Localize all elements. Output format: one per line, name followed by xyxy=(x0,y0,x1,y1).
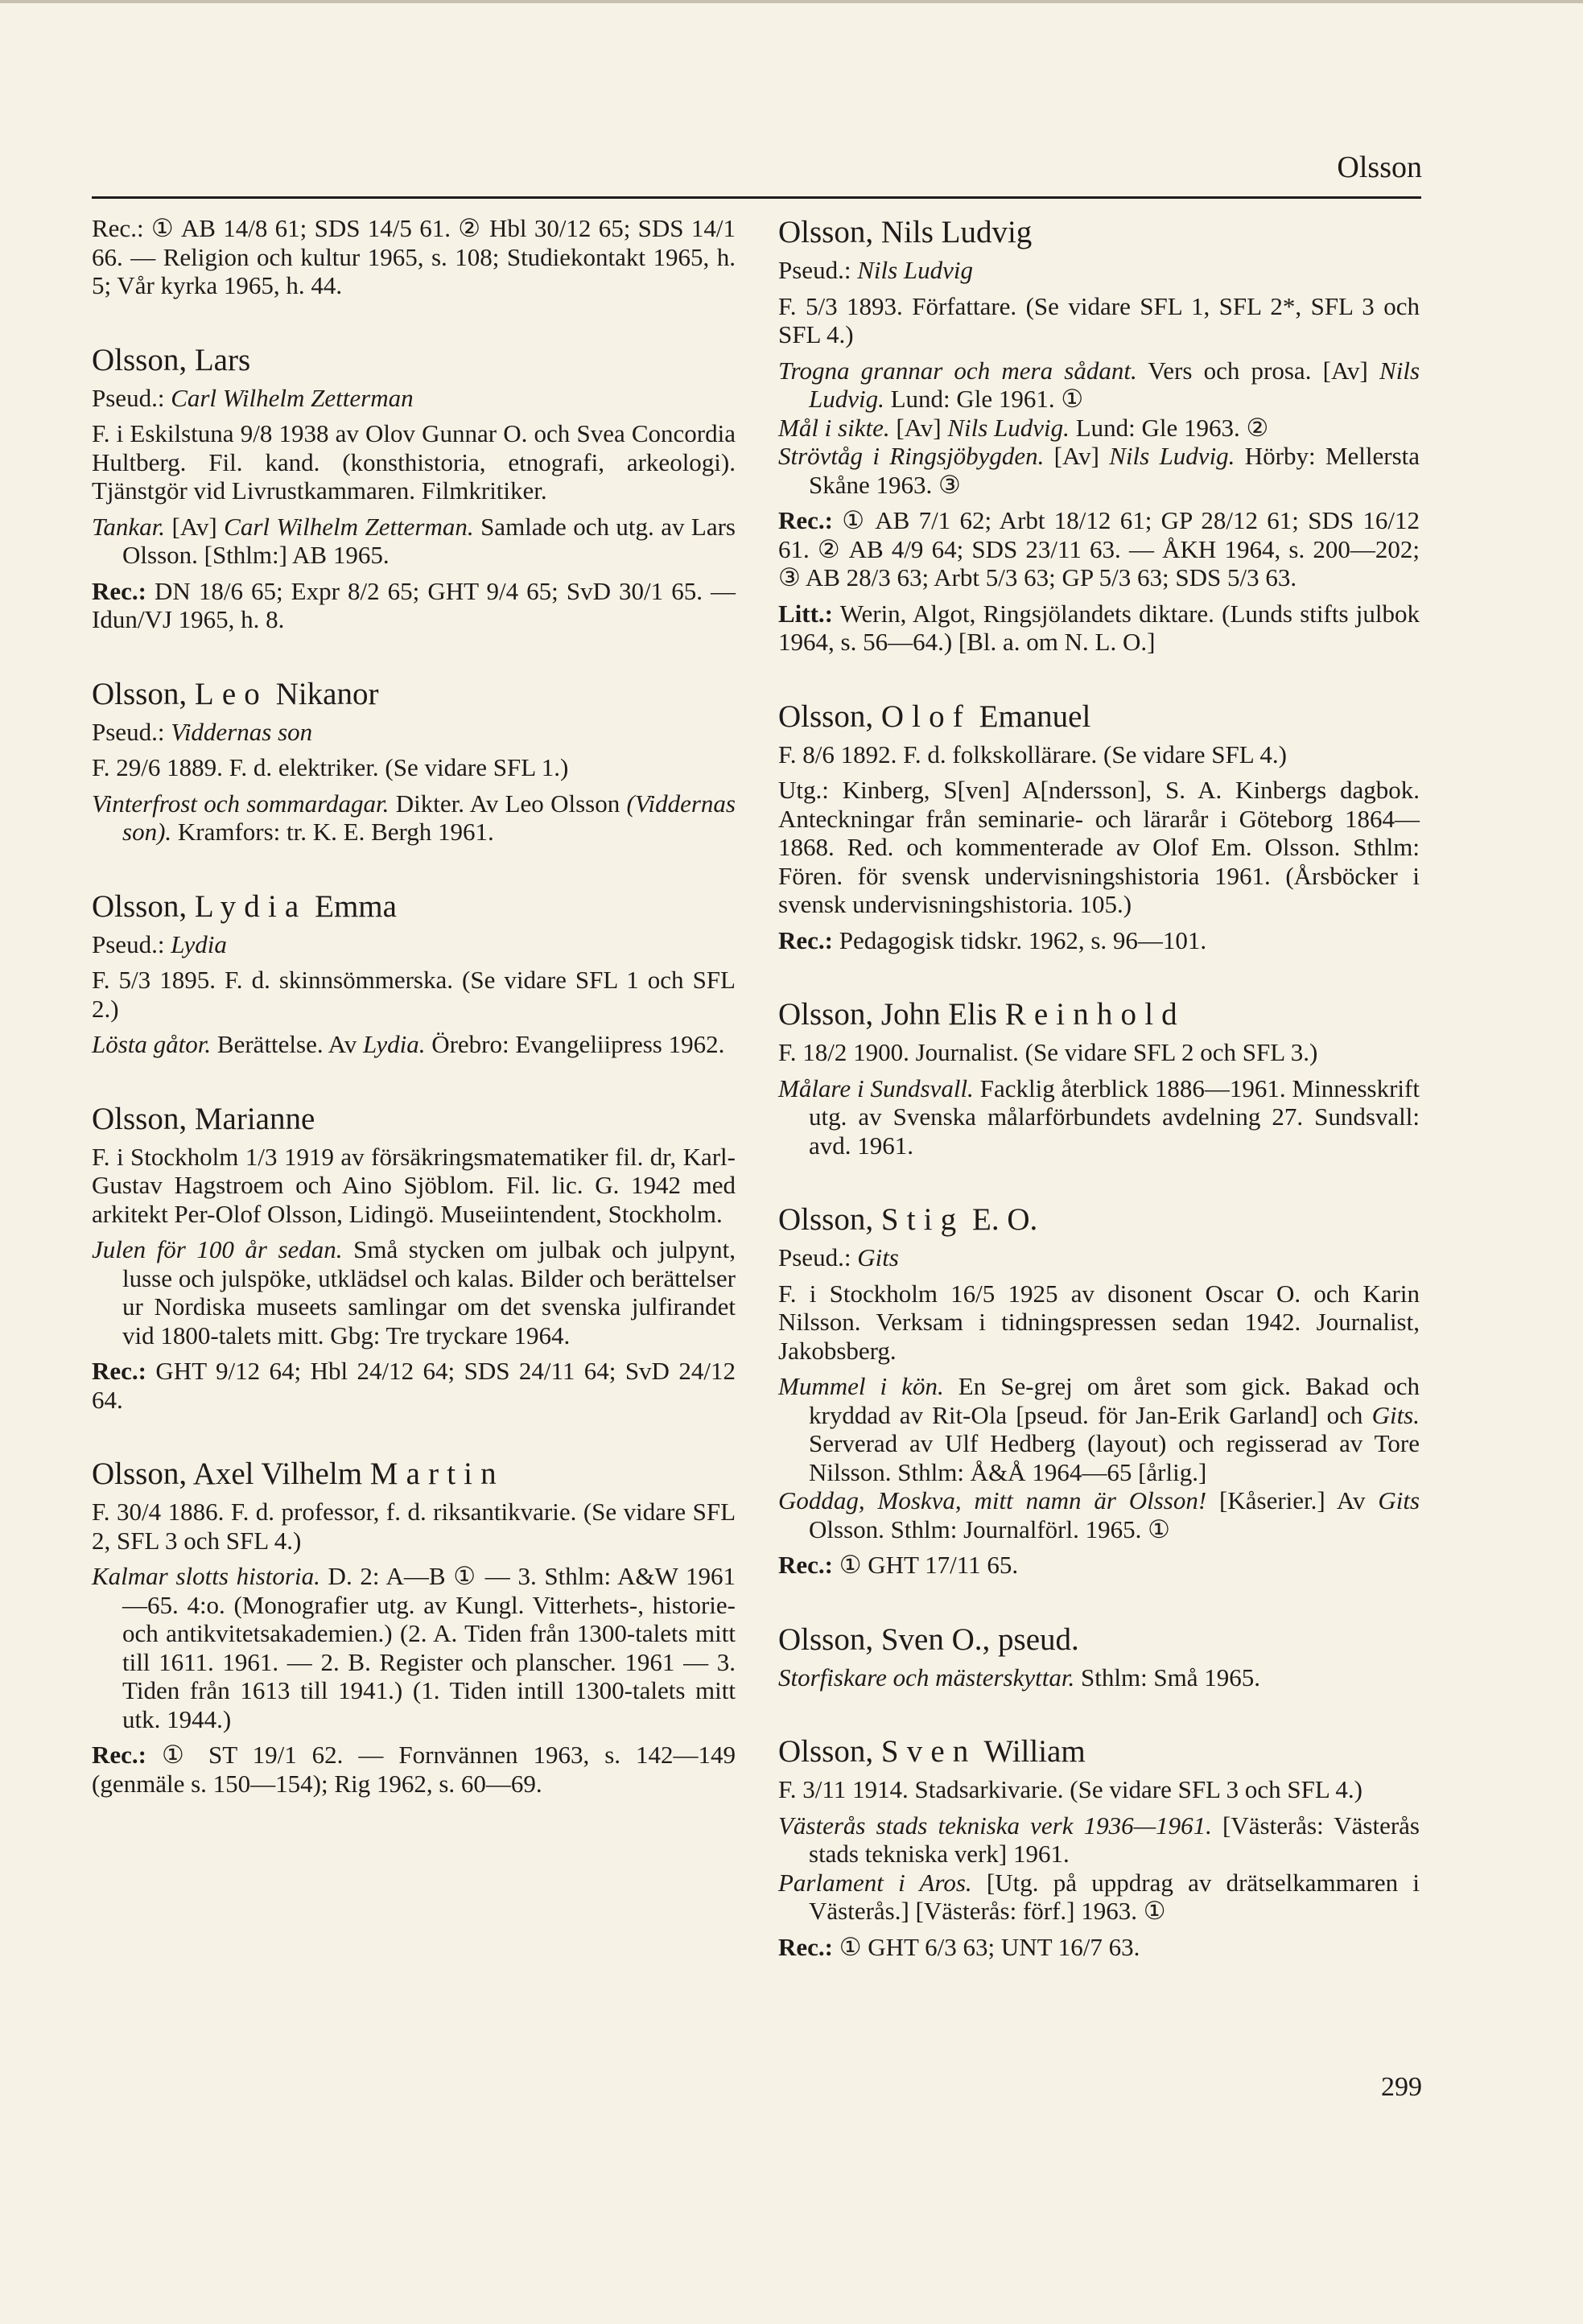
pseud-label: Pseud.: xyxy=(92,929,165,958)
work-title: Tankar. xyxy=(92,512,166,541)
work-title: Mål i sikte. xyxy=(778,413,890,442)
rec-text: ① GHT 6/3 63; UNT 16/7 63. xyxy=(832,1932,1140,1961)
entry-name: Olsson, Marianne xyxy=(92,1101,315,1136)
work-citation xyxy=(778,1074,1420,1160)
work-rest: Hörby: Mellersta Skåne 1963. ③ xyxy=(809,442,1420,499)
work-citation xyxy=(92,1030,736,1059)
rec-text: DN 18/6 65; Expr 8/2 65; GHT 9/4 65; SvD 30/1 65. — Idun/VJ 1965, h. 8. xyxy=(92,576,736,633)
entry-heading xyxy=(778,1201,1420,1238)
entry-name: Olsson, Nils Ludvig xyxy=(778,215,1033,249)
work-rest: Lund: Gle 1963. ② xyxy=(1069,413,1269,442)
rec-label: Rec.: xyxy=(778,925,833,954)
entry-name: Olsson, Sven O., pseud. xyxy=(778,1621,1079,1657)
pseud-label: Pseud.: xyxy=(778,1243,851,1271)
pseud-value: Gits xyxy=(857,1243,899,1271)
rec-label: Rec.: xyxy=(778,1932,833,1961)
work-rest: D. 2: A—B ① — 3. Sthlm: A&W 1961—65. 4:o. (Monografier utg. av Kungl. Vitterhets-, historie- och antikvitetsakademien.) (2. A. Tiden från 1300-talets mitt till 1611. 1961. — 2. B. Register och planscher. 1961 — 3. Tiden från 1613 till 1941.) (1. Tiden intill 1300-talets mitt utk. 1944.) xyxy=(122,1562,736,1733)
right-column xyxy=(778,214,1420,2003)
work-rest: Sthlm: Små 1965. xyxy=(1074,1663,1261,1691)
work-citation xyxy=(778,1663,1420,1692)
bio: F. i Stockholm 1/3 1919 av försäkringsmatematiker fil. dr, Karl-Gustav Hagstroem och Aino Sjöblom. Fil. lic. G. 1942 med arkitekt Per-Olof Olsson, Lidingö. Museiintendent, Stockholm. xyxy=(92,1142,736,1228)
work-mid: [Av] xyxy=(889,413,948,442)
pseud-line xyxy=(92,384,736,413)
entry-olsson-lars xyxy=(92,342,736,634)
entry-name-prefix: Olsson, John Elis xyxy=(778,997,1005,1032)
entry-name-prefix: Olsson, xyxy=(778,1734,881,1769)
work-title: Julen för 100 år sedan. xyxy=(92,1235,343,1263)
pseud-label: Pseud.: xyxy=(92,383,165,412)
bio: F. i Eskilstuna 9/8 1938 av Olov Gunnar O. och Svea Concordia Hultberg. Fil. kand. (konsthistoria, etnografi, arkeologi). Tjänstgör vid Livrustkammaren. Filmkritiker. xyxy=(92,419,736,505)
literature xyxy=(778,600,1420,657)
bio: F. 29/6 1889. F. d. elektriker. (Se vidare SFL 1.) xyxy=(92,753,569,781)
work-citation xyxy=(778,442,1420,499)
work-citation xyxy=(92,1235,736,1349)
entry-name-prefix: Olsson, xyxy=(778,1202,881,1237)
page-number: 299 xyxy=(1381,2072,1422,2102)
reviews xyxy=(92,1741,736,1798)
entry-name-suffix: Emanuel xyxy=(971,698,1091,734)
entry-name-spaced: Olof xyxy=(880,698,971,734)
work-title: Vinterfrost och sommardagar. xyxy=(92,789,390,818)
rec-label: Rec.: xyxy=(92,1741,146,1769)
entry-olsson-olof-emanuel xyxy=(778,698,1420,955)
work-rest: Samlade och utg. av Lars Olsson. [Sthlm:] AB 1965. xyxy=(122,512,736,569)
pseud-line xyxy=(778,256,1420,285)
utg-text: Kinberg, S[ven] A[ndersson], S. A. Kinbergs dagbok. Anteckningar från seminarie- och lärarår i Göteborg 1864—1868. Red. och kommenterade av Olof Em. Olsson. Sthlm: Fören. för svensk undervisningshistoria 1961. (Årsböcker i svensk undervisningshistoria. 105.) xyxy=(778,776,1420,918)
work-mid: Dikter. Av Leo Olsson xyxy=(389,789,627,818)
work-author: (Viddernas son). xyxy=(122,789,736,846)
entry-name-spaced: Lydia xyxy=(194,888,307,924)
rec-label: Rec.: xyxy=(778,506,833,534)
rec-text: Pedagogisk tidskr. 1962, s. 96—101. xyxy=(832,925,1207,954)
bio: F. 30/4 1886. F. d. professor, f. d. riksantikvarie. (Se vidare SFL 2, SFL 3 och SFL 4.) xyxy=(92,1498,736,1555)
work-author: Gits. xyxy=(1371,1400,1420,1429)
pseud-value: Lydia xyxy=(171,929,227,958)
work-author: Nils Ludvig. xyxy=(947,413,1070,442)
header-rule xyxy=(92,196,1421,199)
bio: F. 8/6 1892. F. d. folkskollärare. (Se vidare SFL 4.) xyxy=(778,740,1287,768)
work-rest: Örebro: Evangeliipress 1962. xyxy=(425,1030,725,1058)
pseud-value: Carl Wilhelm Zetterman xyxy=(171,383,414,412)
work-citation xyxy=(92,789,736,847)
rec-text: GHT 9/12 64; Hbl 24/12 64; SDS 24/11 64; SvD 24/12 64. xyxy=(92,1357,736,1414)
entry-olsson-lydia-emma xyxy=(92,888,736,1059)
work-title: Mummel i kön. xyxy=(778,1372,944,1400)
running-head: Olsson xyxy=(1337,150,1422,184)
pseud-line xyxy=(92,718,736,747)
work-title: Strövtåg i Ringsjöbygden. xyxy=(778,442,1045,470)
rec-label: Rec.: xyxy=(778,1551,833,1579)
scan-top-edge xyxy=(0,0,1583,3)
pseud-line xyxy=(92,930,736,959)
pseud-label: Pseud.: xyxy=(778,256,851,284)
bio: F. 3/11 1914. Stadsarkivarie. (Se vidare SFL 3 och SFL 4.) xyxy=(778,1775,1362,1803)
work-title: Västerås stads tekniska verk 1936—1961. xyxy=(778,1811,1212,1840)
entry-name-suffix: William xyxy=(976,1734,1086,1769)
rec-text: ① GHT 17/11 65. xyxy=(832,1551,1019,1579)
entry-olsson-stig-eo xyxy=(778,1201,1420,1580)
work-rest: Serverad av Ulf Hedberg (layout) och regisserad av Tore Nilsson. Sthlm: Å&Å 1964—65 [årlig.] xyxy=(809,1429,1420,1486)
work-rest: [Västerås: Västerås stads tekniska verk] 1961. xyxy=(809,1811,1420,1868)
entry-heading xyxy=(92,342,736,379)
rec-label: Rec.: xyxy=(92,1357,146,1385)
work-rest: Små stycken om julbak och julpynt, lusse och julspöke, utklädsel och kalas. Bilder och berättelser ur Nordiska museets samlingar om det svenska julfirandet vid 1800-talets mitt. Gbg: Tre tryckare 1964. xyxy=(122,1235,736,1349)
reviews xyxy=(778,926,1420,955)
reviews xyxy=(92,577,736,634)
work-citation xyxy=(778,356,1420,414)
work-author: Gits xyxy=(1378,1486,1420,1514)
entry-heading xyxy=(92,676,736,713)
work-title: Goddag, Moskva, mitt namn är Olsson! xyxy=(778,1486,1207,1514)
entry-olsson-sven-william xyxy=(778,1733,1420,1961)
entry-olsson-john-elis-reinhold xyxy=(778,996,1420,1160)
entry-olsson-leo-nikanor xyxy=(92,676,736,847)
work-mid: [Av] xyxy=(1044,442,1110,470)
entry-olsson-axel-vilhelm-martin xyxy=(92,1456,736,1798)
entry-heading xyxy=(92,1101,736,1138)
entry-name-prefix: Olsson, xyxy=(92,676,195,711)
rec-text: ① ST 19/1 62. — Fornvännen 1963, s. 142—149 (genmäle s. 150—154); Rig 1962, s. 60—69. xyxy=(92,1741,736,1798)
work-mid: En Se-grej om året som gick. Bakad och kryddad av Rit-Ola [pseud. för Jan-Erik Garland] och xyxy=(809,1372,1420,1429)
entry-name-prefix: Olsson, xyxy=(92,888,195,924)
work-title: Kalmar slotts historia. xyxy=(92,1562,320,1590)
work-title: Trogna grannar och mera sådant. xyxy=(778,356,1137,385)
entry-heading xyxy=(778,698,1420,736)
work-citation xyxy=(778,1811,1420,1869)
work-title: Storfiskare och mästerskyttar. xyxy=(778,1663,1075,1691)
entry-name-suffix: E. O. xyxy=(964,1202,1038,1237)
entry-name-spaced: Sven xyxy=(880,1734,977,1769)
entry-name-spaced: Reinhold xyxy=(1004,997,1185,1032)
work-citation xyxy=(778,1372,1420,1486)
reviews xyxy=(778,1933,1420,1962)
work-rest: [Utg. på uppdrag av drätselkammaren i Västerås.] [Västerås: förf.] 1963. ① xyxy=(809,1868,1420,1925)
work-mid: [Kåserier.] Av xyxy=(1206,1486,1379,1514)
entry-rec-continued xyxy=(92,214,736,300)
entry-olsson-nils-ludvig xyxy=(778,214,1420,657)
litt-text: Werin, Algot, Ringsjölandets diktare. (Lunds stifts julbok 1964, s. 56—64.) [Bl. a. om N. L. O.] xyxy=(778,599,1420,656)
bio: F. 5/3 1893. Författare. (Se vidare SFL 1, SFL 2*, SFL 3 och SFL 4.) xyxy=(778,291,1420,348)
entry-olsson-sven-o-pseud xyxy=(778,1621,1420,1692)
bio: F. i Stockholm 16/5 1925 av disonent Oscar O. och Karin Nilsson. Verksam i tidningspressen sedan 1942. Journalist, Jakobsberg. xyxy=(778,1279,1420,1365)
work-citation xyxy=(778,1869,1420,1926)
rec-label: Rec.: xyxy=(92,576,146,605)
work-rest: Olsson. Sthlm: Journalförl. 1965. ① xyxy=(809,1514,1170,1543)
pseud-label: Pseud.: xyxy=(92,717,165,746)
entry-olsson-marianne xyxy=(92,1101,736,1415)
entry-name-spaced: Stig xyxy=(880,1202,965,1237)
work-title: Målare i Sundsvall. xyxy=(778,1073,974,1102)
left-column xyxy=(92,214,736,1840)
work-rest: Kramfors: tr. K. E. Bergh 1961. xyxy=(171,818,494,846)
work-rest: Lund: Gle 1961. ① xyxy=(884,385,1084,413)
entry-heading xyxy=(778,1621,1420,1659)
work-author: Nils Ludvig. xyxy=(1109,442,1235,470)
reviews xyxy=(92,1357,736,1414)
entry-name-prefix: Olsson, xyxy=(778,698,881,734)
pseud-value: Viddernas son xyxy=(171,717,313,746)
entry-heading xyxy=(778,996,1420,1033)
reviews xyxy=(778,506,1420,592)
pseud-value: Nils Ludvig xyxy=(857,256,974,284)
rec-continued: Rec.: ① AB 14/8 61; SDS 14/5 61. ② Hbl 30/12 65; SDS 14/1 66. — Religion och kultur 1965, s. 108; Studiekontakt 1965, h. 5; Vår kyrka 1965, h. 44. xyxy=(92,214,736,299)
work-author: Lydia. xyxy=(363,1030,426,1058)
entry-name-suffix: Nikanor xyxy=(267,676,379,711)
work-citation xyxy=(778,414,1420,443)
utg-label: Utg.: xyxy=(778,776,829,804)
entry-heading xyxy=(92,888,736,925)
work-citation xyxy=(92,1562,736,1733)
entry-name-spaced: Leo xyxy=(194,676,268,711)
work-mid: Berättelse. Av xyxy=(211,1030,363,1058)
work-title: Parlament i Aros. xyxy=(778,1868,972,1897)
entry-name: Olsson, Lars xyxy=(92,342,251,377)
rec-text: ① AB 7/1 62; Arbt 18/12 61; GP 28/12 61; SDS 16/12 61. ② AB 4/9 64; SDS 23/11 63. — ÅKH 1964, s. 200—202; ③ AB 28/3 63; Arbt 5/3 63; GP 5/3 63; SDS 5/3 63. xyxy=(778,506,1420,591)
reviews xyxy=(778,1551,1420,1580)
entry-name-prefix: Olsson, Axel Vilhelm xyxy=(92,1457,370,1491)
work-mid: [Av] xyxy=(165,512,225,541)
work-title: Lösta gåtor. xyxy=(92,1030,212,1058)
pseud-line xyxy=(778,1243,1420,1272)
litt-label: Litt.: xyxy=(778,599,834,628)
bio: F. 18/2 1900. Journalist. (Se vidare SFL 2 och SFL 3.) xyxy=(778,1038,1318,1066)
edited-work xyxy=(778,776,1420,919)
entry-heading xyxy=(778,1733,1420,1770)
work-author: Nils Ludvig. xyxy=(809,356,1420,413)
bio: F. 5/3 1895. F. d. skinnsömmerska. (Se vidare SFL 1 och SFL 2.) xyxy=(92,966,736,1023)
entry-name-suffix: Emma xyxy=(307,888,397,924)
entry-heading xyxy=(778,214,1420,251)
work-mid: Vers och prosa. [Av] xyxy=(1136,356,1380,385)
work-rest: Facklig återblick 1886—1961. Minnesskrift utg. av Svenska målarförbundets avdelning 27. Sundsvall: avd. 1961. xyxy=(809,1073,1420,1160)
work-citation xyxy=(92,513,736,570)
entry-heading xyxy=(92,1456,736,1493)
entry-name-spaced: Martin xyxy=(369,1457,505,1491)
work-author: Carl Wilhelm Zetterman. xyxy=(224,512,474,541)
work-citation xyxy=(778,1486,1420,1543)
